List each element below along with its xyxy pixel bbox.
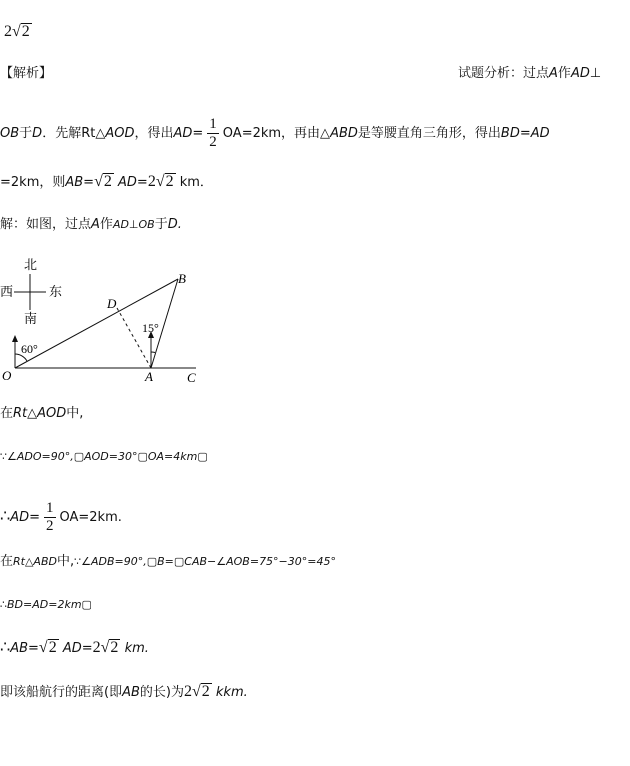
compass-east: 东 (49, 284, 63, 299)
label-A: A (145, 369, 153, 384)
label-angle-60: 60° (21, 342, 38, 356)
half-fraction: $\frac{1}{2}$ (209, 116, 217, 150)
geometry-figure (0, 252, 210, 387)
analysis-title: 试题分析：过点A作AD⊥ (458, 66, 602, 81)
line-AD-dashed (117, 308, 151, 368)
compass-north: 北 (24, 257, 38, 272)
analysis-line-3: =2km，则AB=√2 AD=2√2 km． (0, 173, 213, 190)
answer-sqrt: √2 (12, 23, 30, 40)
label-B: B (178, 271, 186, 286)
solution-step-5: ∴BD=AD=2km▢ (0, 598, 92, 611)
answer-value (4, 22, 32, 42)
solution-step-1: 在Rt△AOD中, (0, 406, 84, 421)
solution-step-3: ∴AD= $\frac{1}{2}$ OA=2km. (0, 500, 122, 534)
solution-step-4: 在Rt△ABD中,∵∠ADB=90°,▢B=▢CAB−∠AOB=75°−30°=45° (0, 554, 336, 569)
analysis-tag: 【解析】 (0, 66, 53, 81)
label-D: D (107, 296, 117, 311)
compass-icon (14, 274, 46, 310)
compass-west: 西 (0, 284, 14, 299)
compass-south: 南 (24, 311, 38, 326)
solution-step-6: ∴AB=√2 AD=2√2 km. (0, 637, 149, 656)
answer-coef: 2 (4, 23, 12, 40)
label-O: O (2, 368, 12, 383)
label-C: C (187, 370, 196, 385)
angle-arc-15 (151, 352, 155, 353)
label-angle-15: 15° (142, 321, 159, 335)
solution-intro: 解：如图，过点A作AD⊥OB于D. (0, 217, 182, 232)
analysis-line-2: OB于D．先解Rt△AOD，得出AD= $\frac{1}{2}$ OA=2km，再由△ABD是等腰直角三角形，得出BD=AD (0, 116, 550, 150)
solution-step-2: ∵∠ADO=90°,▢AOD=30°▢OA=4km▢ (0, 450, 208, 463)
solution-final: 即该船航行的距离(即AB的长)为2√2 kkm. (0, 683, 248, 700)
